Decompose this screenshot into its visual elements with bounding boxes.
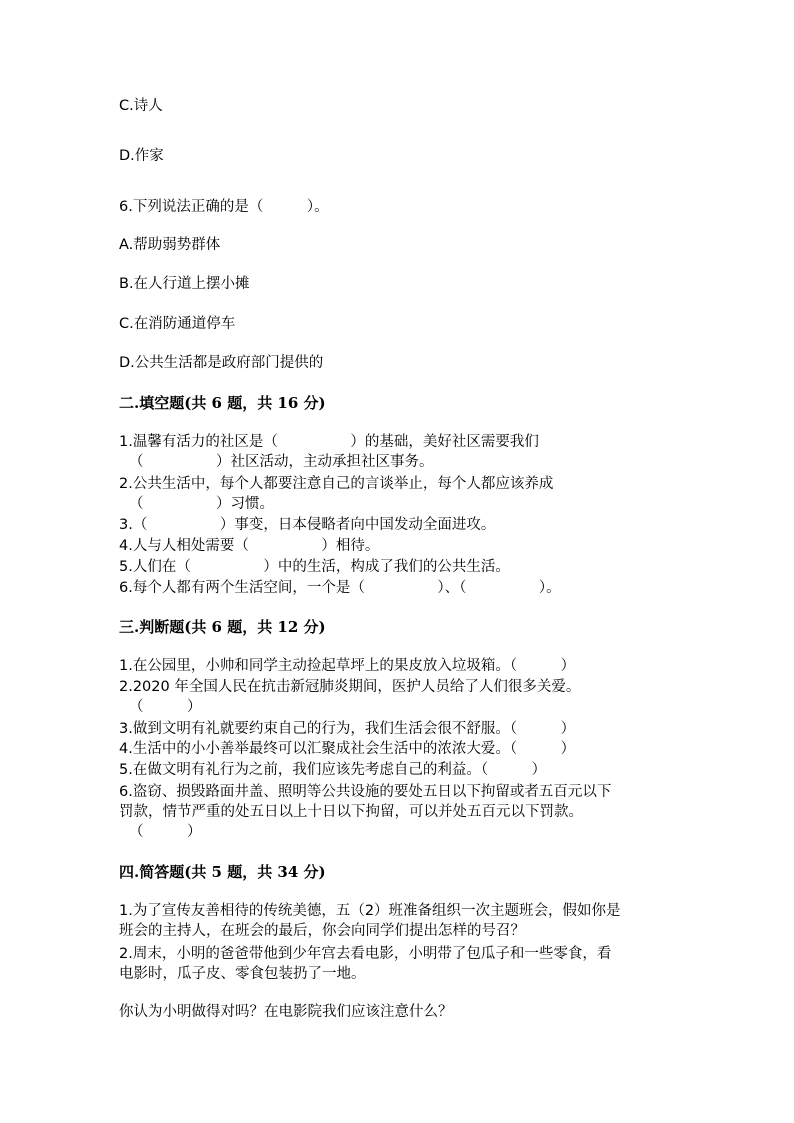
text-line: 2.2020 年全国人民在抗击新冠肺炎期间，医护人员给了人们很多关爱。 [119,679,581,695]
text-line: 1.为了宣传友善相待的传统美德，五（2）班准备组织一次主题班会，假如你是 [119,903,621,919]
text-line: 2.公共生活中，每个人都要注意自己的言谈举止，每个人都应该养成 [119,476,554,492]
section-heading: 四.简答题(共 5 题，共 34 分) [119,863,326,881]
text-line: 4.人与人相处需要（ ）相待。 [119,538,380,554]
section-heading: 三.判断题(共 6 题，共 12 分) [119,618,326,636]
text-line: 6.盗窃、损毁路面井盖、照明等公共设施的要处五日以下拘留或者五百元以下 [119,784,612,800]
text-line: 1.在公园里，小帅和同学主动捡起草坪上的果皮放入垃圾箱。（ ） [119,658,576,674]
text-line: 4.生活中的小小善举最终可以汇聚成社会生活中的浓浓大爱。（ ） [119,741,576,757]
text-line: C.诗人 [119,98,163,114]
text-line: （ ）习惯。 [129,496,274,512]
text-line: 6.每个人都有两个生活空间，一个是（ ）、（ ）。 [119,580,561,596]
text-line: D.公共生活都是政府部门提供的 [119,355,324,371]
text-line: C.在消防通道停车 [119,316,236,332]
text-line: 罚款，情节严重的处五日以上十日以下拘留，可以并处五百元以下罚款。 [119,804,583,820]
text-line: 3.做到文明有礼就要约束自己的行为，我们生活会很不舒服。（ ） [119,721,576,737]
text-line: B.在人行道上摆小摊 [119,276,250,292]
text-line: （ ） [129,699,202,715]
text-line: 5.人们在（ ）中的生活，构成了我们的公共生活。 [119,559,510,575]
text-line: A.帮助弱势群体 [119,237,221,253]
text-line: 1.温馨有活力的社区是（ ）的基础，美好社区需要我们 [119,434,539,450]
text-line: （ ）社区活动，主动承担社区事务。 [129,454,434,470]
text-line: 6.下列说法正确的是（ ）。 [119,199,329,215]
text-line: 3.（ ）事变，日本侵略者向中国发动全面进攻。 [119,517,496,533]
text-line: 班会的主持人，在班会的最后，你会向同学们提出怎样的号召？ [119,923,525,939]
text-line: 5.在做文明有礼行为之前，我们应该先考虑自己的利益。（ ） [119,762,547,778]
text-line: 2.周末，小明的爸爸带他到少年宫去看电影，小明带了包瓜子和一些零食，看 [119,946,612,962]
text-line: 你认为小明做得对吗？在电影院我们应该注意什么？ [119,1004,453,1020]
text-line: （ ） [129,824,202,840]
section-heading: 二.填空题(共 6 题，共 16 分) [119,394,326,412]
text-line: D.作家 [119,148,164,164]
text-line: 电影时，瓜子皮、零食包装扔了一地。 [119,966,366,982]
